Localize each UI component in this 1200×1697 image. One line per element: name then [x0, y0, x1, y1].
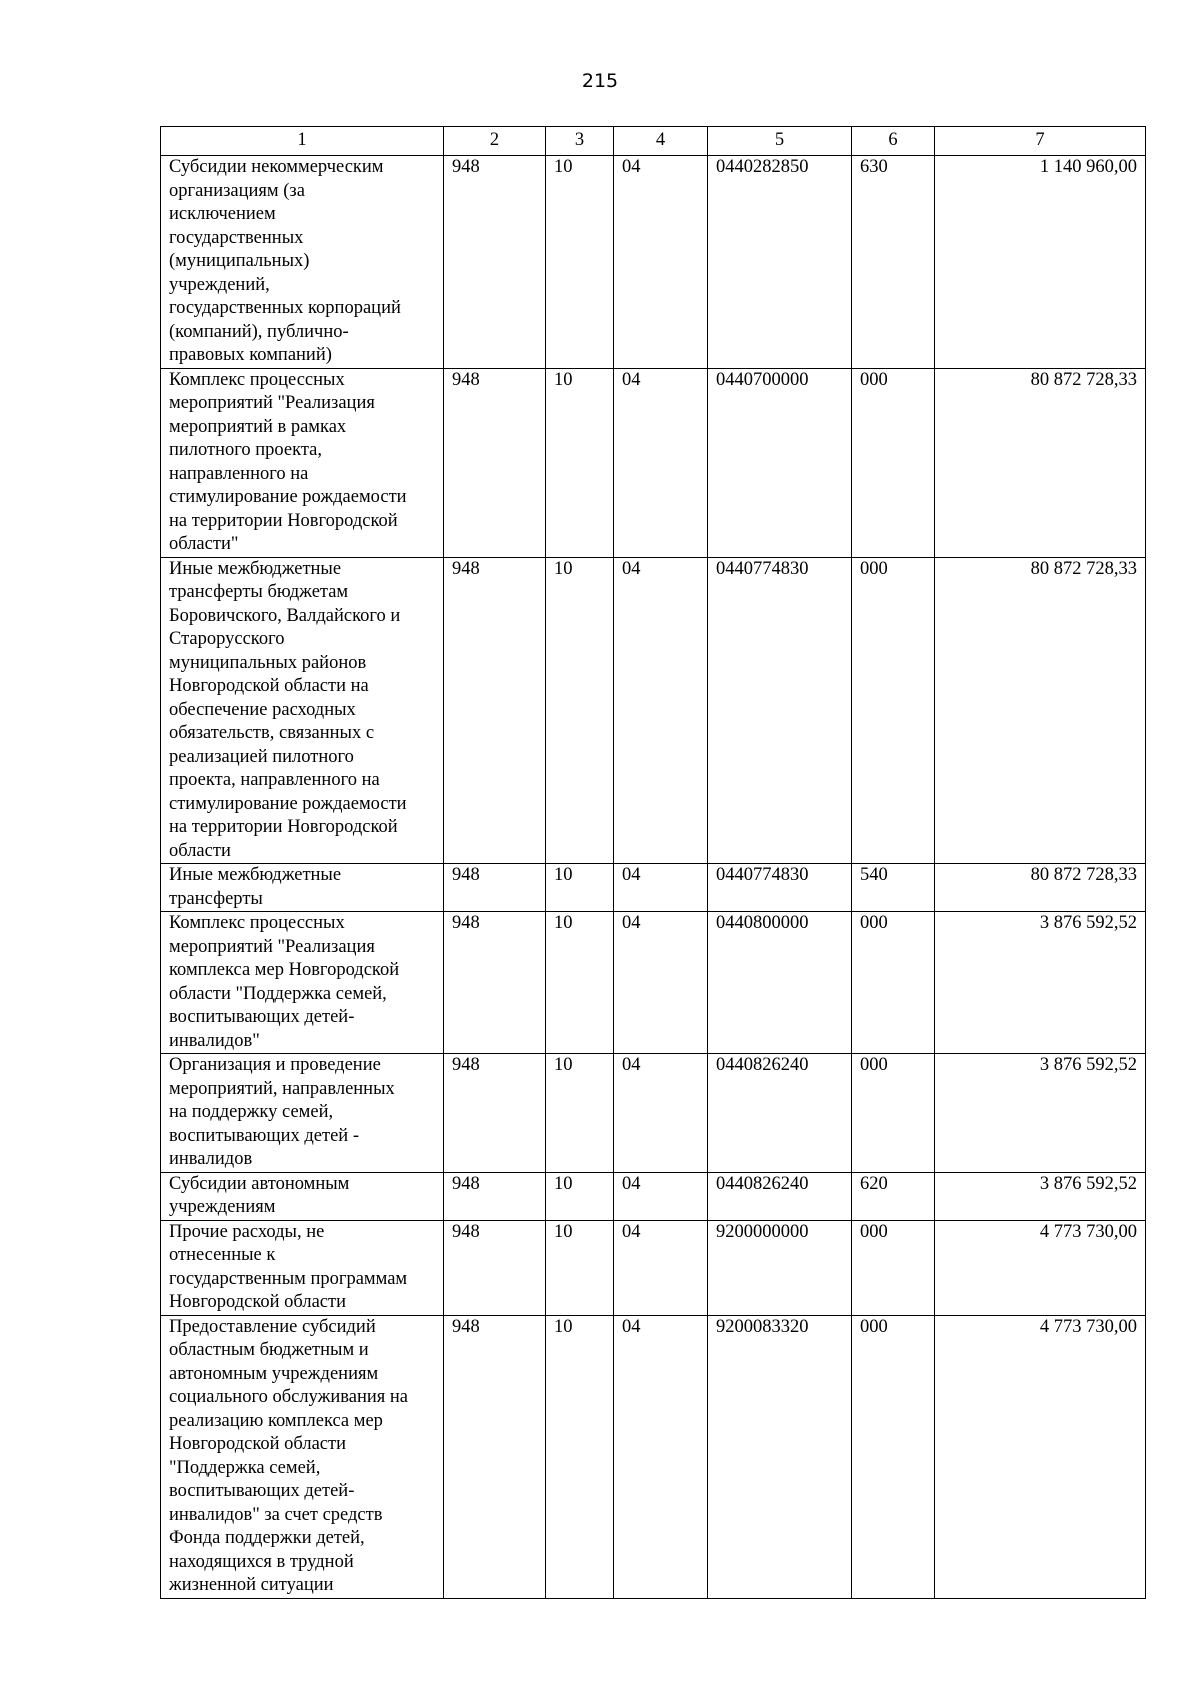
expense-type-cell: 000 — [852, 557, 935, 864]
section-code-cell: 10 — [546, 864, 614, 912]
description-line: Комплекс процессных — [169, 369, 345, 390]
target-article-cell: 9200000000 — [708, 1220, 852, 1315]
description-line: отнесенные к — [169, 1245, 276, 1265]
expense-description — [161, 156, 444, 369]
amount-cell: 4 773 730,00 — [935, 1315, 1146, 1598]
target-article-cell: 0440826240 — [708, 1054, 852, 1173]
amount-cell: 80 872 728,33 — [935, 557, 1146, 864]
description-line: Субсидии автономным — [169, 1173, 350, 1194]
description-line: государственных корпораций — [169, 298, 401, 318]
description-line: Субсидии некоммерческим — [169, 157, 384, 177]
target-article-cell: 0440800000 — [708, 912, 852, 1054]
ministry-code-cell: 948 — [444, 1220, 546, 1315]
description-line: организациям (за — [169, 180, 305, 201]
description-line: (компаний), публично- — [169, 321, 349, 342]
section-code-cell: 10 — [546, 1054, 614, 1173]
description-line: трансферты — [169, 888, 263, 909]
description-line: мероприятий в рамках — [169, 416, 347, 437]
description-line: правовых компаний) — [169, 345, 332, 365]
description-line: области "Поддержка семей, — [169, 983, 387, 1004]
table-row — [161, 1220, 1146, 1315]
column-header: 1 — [161, 127, 444, 156]
description-line: социального обслуживания на — [169, 1387, 409, 1407]
amount-cell: 1 140 960,00 — [935, 156, 1146, 369]
description-line: Фонда поддержки детей, — [169, 1528, 365, 1548]
section-code-cell: 10 — [546, 1315, 614, 1598]
section-code-cell: 10 — [546, 368, 614, 557]
description-line: обеспечение расходных — [169, 699, 356, 720]
description-line: стимулирование рождаемости — [169, 793, 407, 814]
subsection-code-cell: 04 — [614, 1054, 708, 1173]
description-line: реализацию комплекса мер — [169, 1410, 383, 1431]
description-line: направленного на — [169, 463, 309, 484]
description-line: области — [169, 840, 231, 861]
description-line: Комплекс процессных — [169, 913, 345, 933]
expense-description — [161, 1054, 444, 1173]
description-line: на территории Новгородской — [169, 510, 398, 531]
description-line: (муниципальных) — [169, 251, 310, 271]
target-article-cell: 0440826240 — [708, 1172, 852, 1220]
expense-type-cell: 000 — [852, 1315, 935, 1598]
expense-type-cell: 000 — [852, 368, 935, 557]
ministry-code-cell: 948 — [444, 1172, 546, 1220]
target-article-cell: 9200083320 — [708, 1315, 852, 1598]
description-line: Новгородской области — [169, 1434, 346, 1454]
description-line: Иные межбюджетные — [169, 865, 342, 885]
description-line: автономным учреждениям — [169, 1363, 379, 1384]
section-code-cell: 10 — [546, 1172, 614, 1220]
description-line: Организация и проведение — [169, 1055, 381, 1075]
table-row — [161, 864, 1146, 912]
description-line: пилотного проекта, — [169, 440, 323, 460]
subsection-code-cell: 04 — [614, 1315, 708, 1598]
description-line: Иные межбюджетные — [169, 558, 342, 579]
column-header: 2 — [444, 127, 546, 156]
description-line: областным бюджетным и — [169, 1340, 369, 1360]
subsection-code-cell: 04 — [614, 368, 708, 557]
subsection-code-cell: 04 — [614, 1220, 708, 1315]
expense-description — [161, 864, 444, 912]
table-row — [161, 1054, 1146, 1173]
description-line: исключением — [169, 204, 276, 224]
description-line: муниципальных районов — [169, 652, 367, 673]
description-line: учреждений, — [169, 274, 270, 295]
section-code-cell: 10 — [546, 557, 614, 864]
target-article-cell: 0440774830 — [708, 864, 852, 912]
subsection-code-cell: 04 — [614, 912, 708, 1054]
description-line: "Поддержка семей, — [169, 1457, 321, 1478]
amount-cell: 80 872 728,33 — [935, 368, 1146, 557]
description-line: Прочие расходы, не — [169, 1221, 325, 1242]
target-article-cell: 0440774830 — [708, 557, 852, 864]
column-header: 4 — [614, 127, 708, 156]
expense-type-cell: 630 — [852, 156, 935, 369]
ministry-code-cell: 948 — [444, 557, 546, 864]
description-line: находящихся в трудной — [169, 1551, 354, 1572]
expense-description — [161, 1220, 444, 1315]
subsection-code-cell: 04 — [614, 156, 708, 369]
description-line: мероприятий "Реализация — [169, 393, 375, 413]
description-line: мероприятий "Реализация — [169, 936, 375, 957]
description-line: проекта, направленного на — [169, 770, 380, 790]
expense-description — [161, 557, 444, 864]
amount-cell: 3 876 592,52 — [935, 912, 1146, 1054]
section-code-cell: 10 — [546, 1220, 614, 1315]
page-number: 215 — [581, 70, 619, 92]
section-code-cell: 10 — [546, 156, 614, 369]
description-line: государственных — [169, 227, 304, 248]
description-line: области" — [169, 534, 239, 554]
expense-type-cell: 540 — [852, 864, 935, 912]
description-line: воспитывающих детей- — [169, 1007, 355, 1027]
description-line: Новгородской области на — [169, 676, 369, 696]
ministry-code-cell: 948 — [444, 1315, 546, 1598]
description-line: воспитывающих детей- — [169, 1481, 355, 1501]
description-line: Боровичского, Валдайского и — [169, 605, 401, 626]
expense-description — [161, 368, 444, 557]
table-row — [161, 557, 1146, 864]
subsection-code-cell: 04 — [614, 557, 708, 864]
description-line: мероприятий, направленных — [169, 1078, 395, 1099]
expense-type-cell: 620 — [852, 1172, 935, 1220]
column-header: 6 — [852, 127, 935, 156]
amount-cell: 4 773 730,00 — [935, 1220, 1146, 1315]
amount-cell: 3 876 592,52 — [935, 1172, 1146, 1220]
table-row — [161, 912, 1146, 1054]
table-row — [161, 1315, 1146, 1598]
expense-description — [161, 1172, 444, 1220]
column-header: 5 — [708, 127, 852, 156]
description-line: на поддержку семей, — [169, 1102, 334, 1122]
header-row — [161, 127, 1146, 156]
description-line: жизненной ситуации — [169, 1575, 334, 1595]
expense-type-cell: 000 — [852, 1054, 935, 1173]
expense-description — [161, 912, 444, 1054]
amount-cell: 3 876 592,52 — [935, 1054, 1146, 1173]
target-article-cell: 0440700000 — [708, 368, 852, 557]
description-line: на территории Новгородской — [169, 817, 398, 837]
description-line: воспитывающих детей - — [169, 1125, 359, 1146]
description-line: Предоставление субсидий — [169, 1316, 376, 1337]
ministry-code-cell: 948 — [444, 156, 546, 369]
ministry-code-cell: 948 — [444, 1054, 546, 1173]
description-line: Старорусского — [169, 629, 285, 649]
description-line: комплекса мер Новгородской — [169, 960, 400, 980]
description-line: инвалидов — [169, 1149, 253, 1169]
ministry-code-cell: 948 — [444, 864, 546, 912]
description-line: инвалидов" — [169, 1030, 260, 1051]
description-line: обязательств, связанных с — [169, 723, 375, 743]
description-line: реализацией пилотного — [169, 746, 354, 767]
description-line: инвалидов" за счет средств — [169, 1504, 383, 1525]
table-row — [161, 156, 1146, 369]
ministry-code-cell: 948 — [444, 912, 546, 1054]
description-line: Новгородской области — [169, 1292, 346, 1312]
subsection-code-cell: 04 — [614, 1172, 708, 1220]
ministry-code-cell: 948 — [444, 368, 546, 557]
section-code-cell: 10 — [546, 912, 614, 1054]
expense-description — [161, 1315, 444, 1598]
table-row — [161, 368, 1146, 557]
budget-table — [160, 126, 1146, 1599]
table-row — [161, 1172, 1146, 1220]
column-header: 7 — [935, 127, 1146, 156]
description-line: стимулирование рождаемости — [169, 487, 407, 507]
expense-type-cell: 000 — [852, 912, 935, 1054]
expense-type-cell: 000 — [852, 1220, 935, 1315]
subsection-code-cell: 04 — [614, 864, 708, 912]
description-line: учреждениям — [169, 1197, 276, 1217]
column-header: 3 — [546, 127, 614, 156]
target-article-cell: 0440282850 — [708, 156, 852, 369]
amount-cell: 80 872 728,33 — [935, 864, 1146, 912]
description-line: государственным программам — [169, 1268, 408, 1289]
description-line: трансферты бюджетам — [169, 582, 349, 602]
